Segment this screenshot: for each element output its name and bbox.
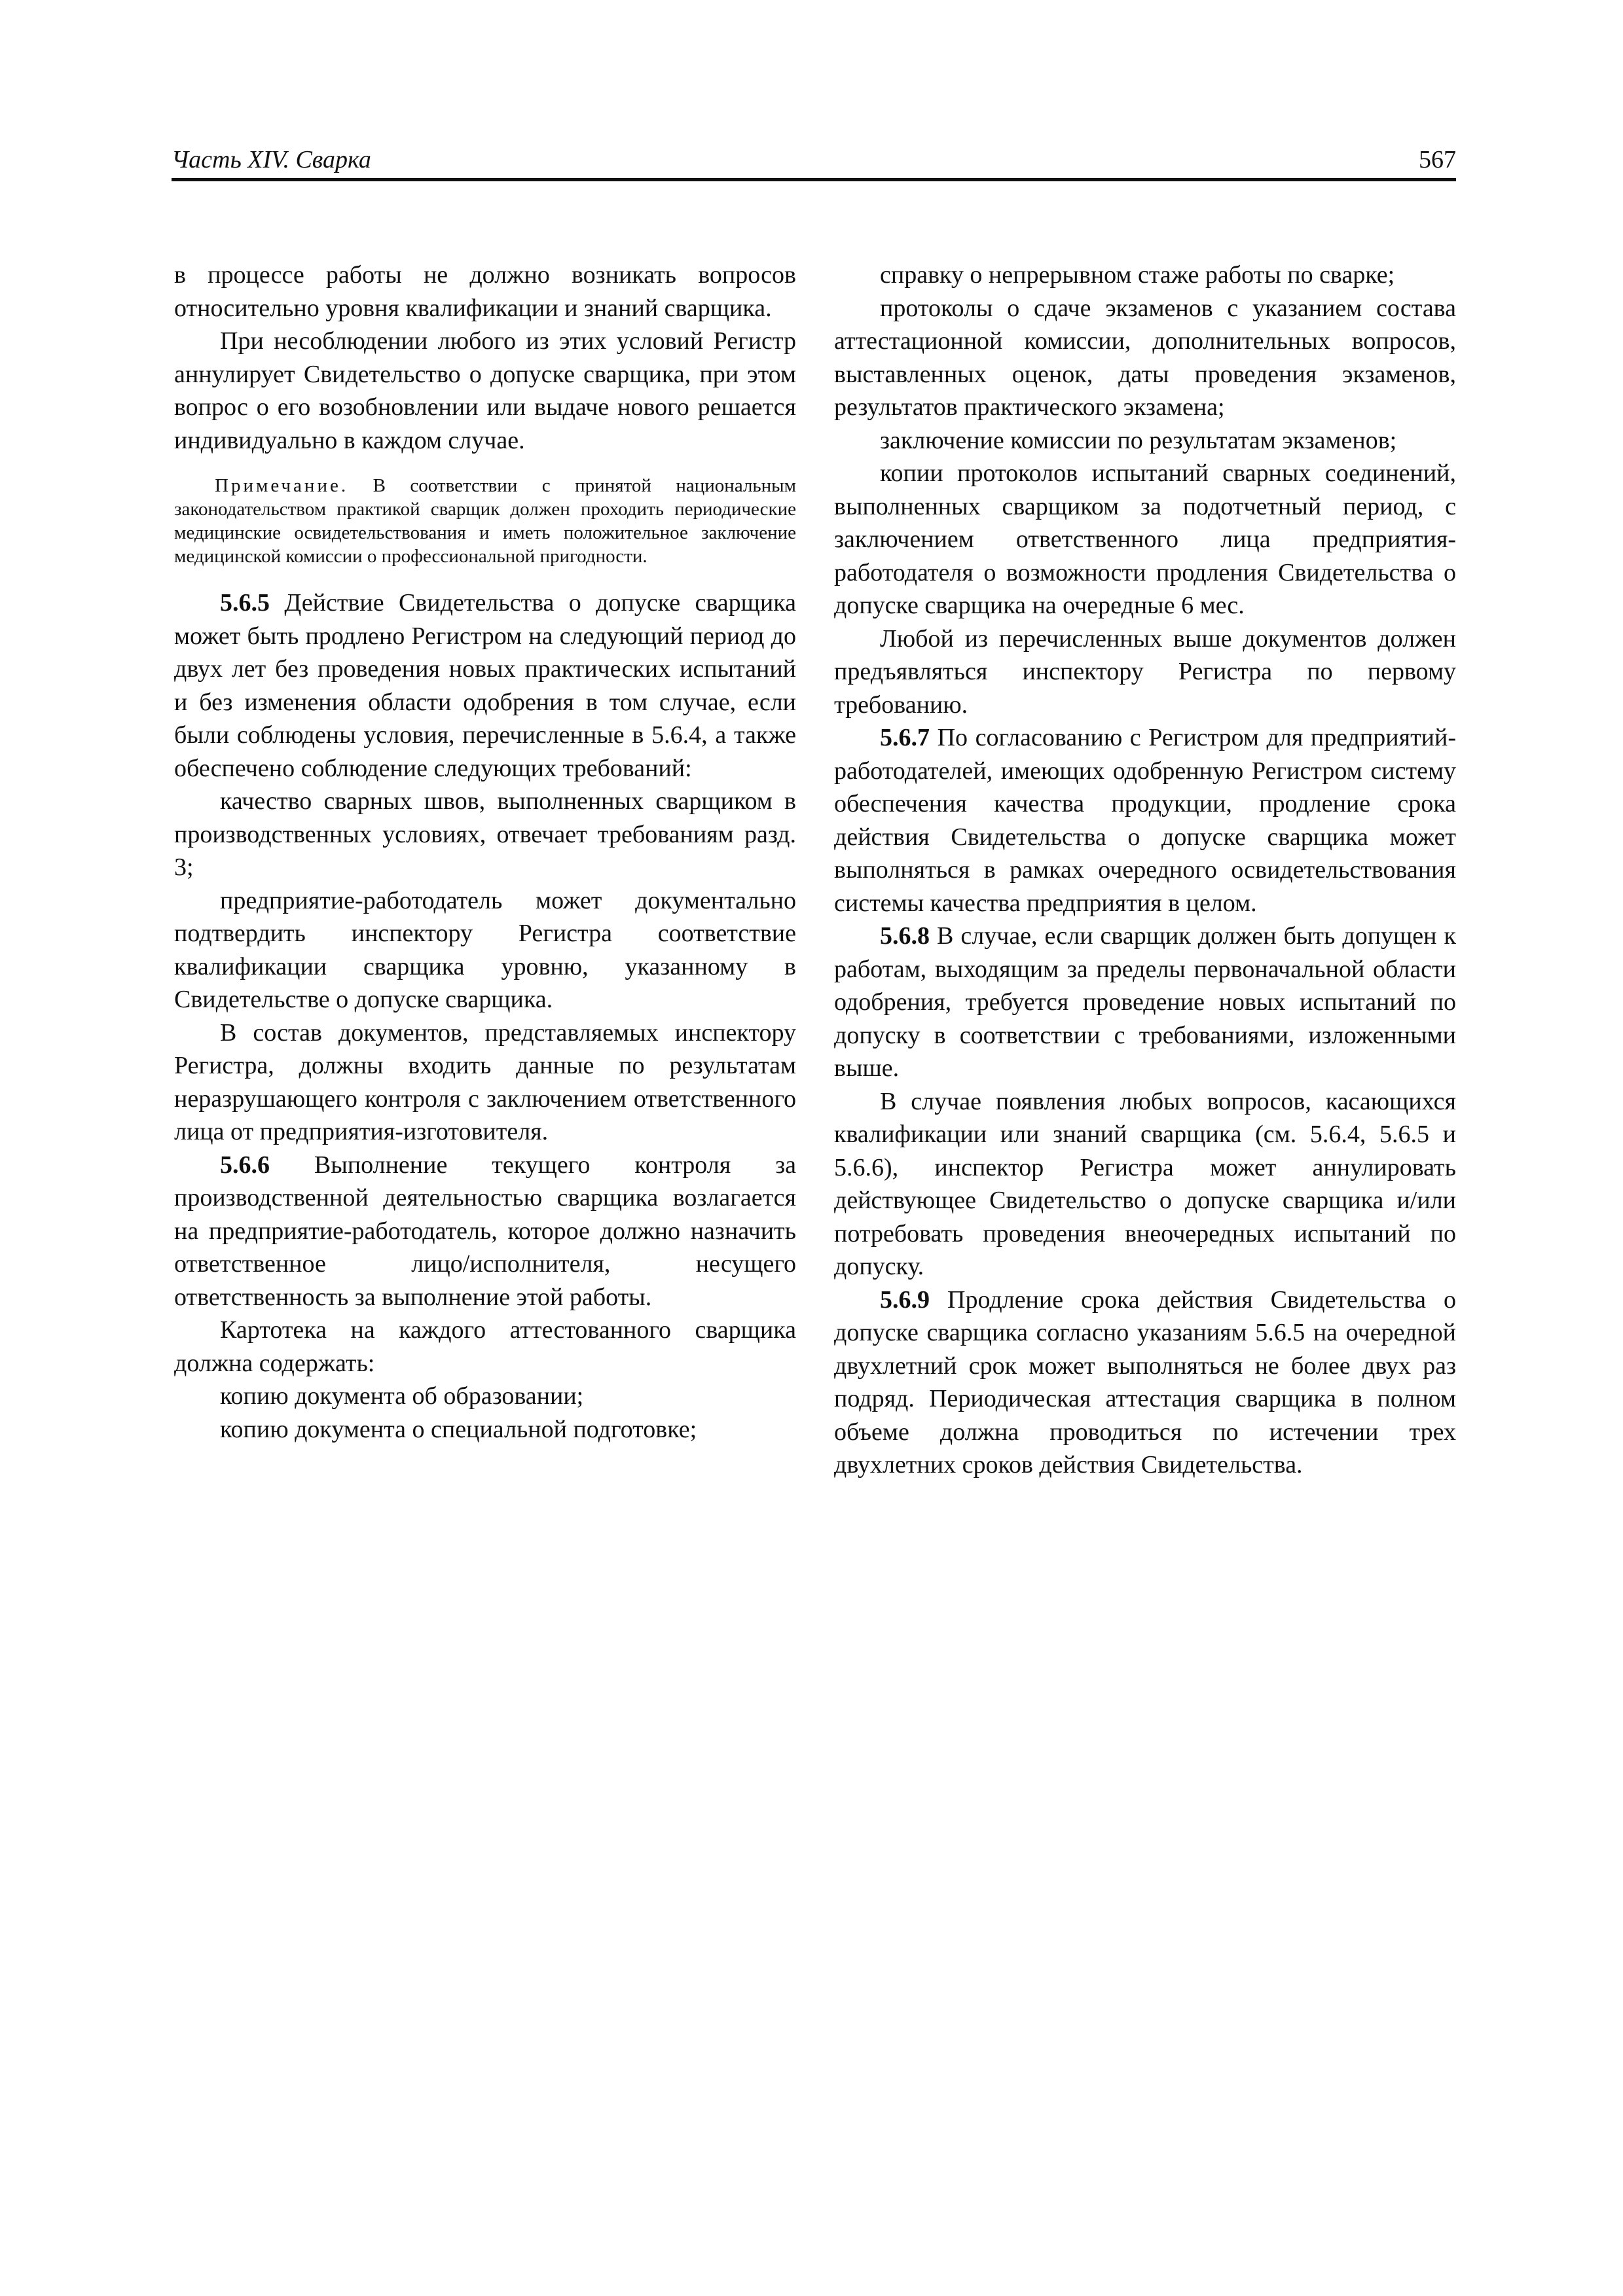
paragraph-continuation: в процессе работы не должно возникать вопросов относительно уровня квалификации и знаний сварщика. (174, 261, 796, 322)
paragraph-revocation: При несоблюдении любого из этих условий Регистр аннулирует Свидетельство о допуске сварщика, при этом вопрос о его возобновлении или выдаче нового решается индивидуально в каждом случае. (174, 327, 796, 454)
section-text: В случае, если сварщик должен быть допущен к работам, выходящим за пределы первоначальной области одобрения, требуется проведение новых испытаний по допуску в соответствии с требованиями, изложенными выше. (834, 922, 1456, 1082)
list-item: протоколы о сдаче экзаменов с указанием состава аттестационной комиссии, дополнительных вопросов, выставленных оценок, даты проведения экзаменов, результатов практического экзамена; (834, 294, 1456, 421)
note (174, 474, 796, 568)
section-number: 5.6.5 (220, 589, 270, 617)
list-item: копии протоколов испытаний сварных соединений, выполненных сварщиком за подотчетный период, с заключением ответственного лица предприятия-работодателя о возможности продления Свидетельства о допуске сварщика на очередные 6 мес. (834, 459, 1456, 619)
section-number: 5.6.6 (220, 1151, 270, 1179)
note-label: Примечание. (215, 475, 349, 496)
left-column (174, 259, 796, 1446)
page-header (172, 145, 1456, 181)
section-text: Выполнение текущего контроля за производственной деятельностью сварщика возлагается на предприятие-работодатель, которое должно назначить ответственное лицо/исполнителя, несущего ответственность за выполнение этой работы. (174, 1151, 796, 1311)
section-5-6-9 (834, 1283, 1456, 1482)
section-5-6-6 (174, 1149, 796, 1314)
section-number: 5.6.8 (880, 922, 930, 950)
requirement-employer: предприятие-работодатель может документально подтвердить инспектору Регистра соответствие квалификации сварщика уровню, указанному в Свидетельстве о допуске сварщика. (174, 886, 796, 1013)
section-text: Продление срока действия Свидетельства о допуске сварщика согласно указаниям 5.6.5 на очередной двухлетний срок может выполняться не более двух раз подряд. Периодическая аттестация сварщика в полном объеме должна проводиться по истечении трех двухлетних сроков действия Свидетельства. (834, 1285, 1457, 1479)
list-item: копию документа о специальной подготовке; (220, 1415, 697, 1443)
list-item: справку о непрерывном стаже работы по сварке; (880, 261, 1395, 289)
paragraph-documents: В состав документов, представляемых инспектору Регистра, должны входить данные по результатам неразрушающего контроля с заключением ответственного лица от предприятия-изготовителя. (174, 1018, 796, 1145)
paragraph-questions: В случае появления любых вопросов, касающихся квалификации или знаний сварщика (см. 5.6.4, 5.6.5 и 5.6.6), инспектор Регистра может аннулировать действующее Свидетельство о допуске сварщика и/или потребовать проведения внеочередных испытаний по допуску. (834, 1087, 1456, 1280)
right-column (834, 259, 1456, 1482)
paragraph-card-file: Картотека на каждого аттестованного сварщика должна содержать: (174, 1316, 796, 1377)
section-5-6-8 (834, 920, 1456, 1085)
section-5-6-5 (174, 586, 796, 785)
section-number: 5.6.7 (880, 724, 930, 751)
note-text: В соответствии с принятой национальным законодательством практикой сварщик должен проходить периодические медицинские освидетельствования и иметь положительное заключение медицинской комиссии о профессиональной пригодности. (174, 475, 796, 567)
section-text: По согласованию с Регистром для предприятий-работодателей, имеющих одобренную Регистром систему обеспечения качества продукции, продление срока действия Свидетельства о допуске сварщика может выполняться в рамках очередного освидетельствования системы качества предприятия в целом. (834, 724, 1457, 917)
list-item: заключение комиссии по результатам экзаменов; (880, 426, 1397, 454)
paragraph-any-document: Любой из перечисленных выше документов должен предъявляться инспектору Регистра по первому требованию. (834, 624, 1456, 719)
section-5-6-7 (834, 721, 1456, 920)
page-number: 567 (1419, 146, 1456, 173)
list-item: копию документа об образовании; (220, 1382, 584, 1410)
requirement-quality: качество сварных швов, выполненных сварщиком в производственных условиях, отвечает требованиям разд. 3; (174, 787, 796, 881)
section-number: 5.6.9 (880, 1285, 930, 1314)
running-title: Часть XIV. Сварка (172, 146, 371, 173)
section-text: Действие Свидетельства о допуске сварщика может быть продлено Регистром на следующий период до двух лет без проведения новых практических испытаний и без изменения области одобрения в том случае, если были соблюдены условия, перечисленные в 5.6.4, а также обеспечено соблюдение следующих требований: (174, 589, 797, 782)
